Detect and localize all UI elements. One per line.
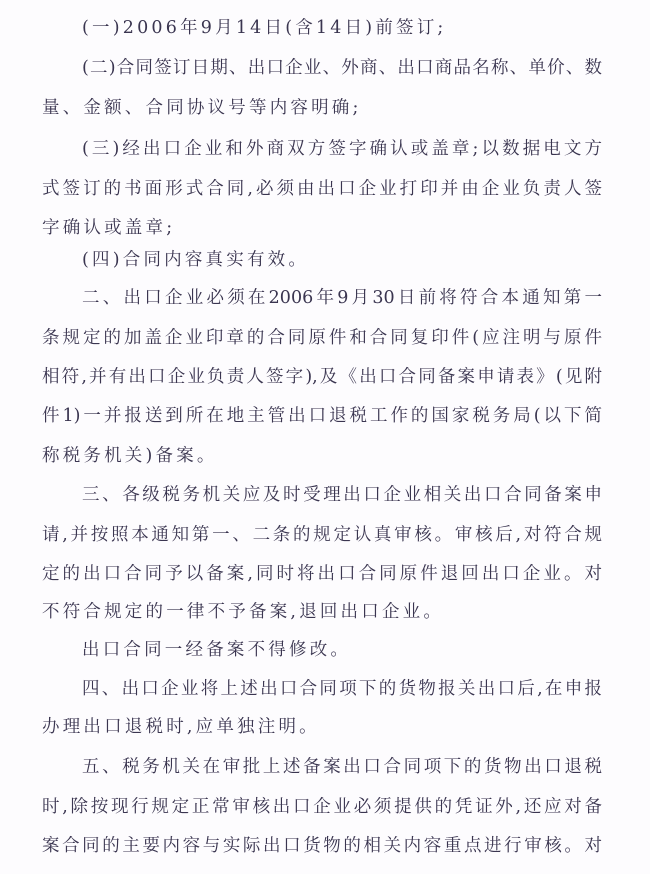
text-line: 办理出口退税时,应单独注明。 [42, 717, 320, 737]
text-line: 称税务机关)备案。 [42, 446, 218, 466]
text-line: 量、金额、合同协议号等内容明确; [42, 98, 362, 118]
text-line: (三)经出口企业和外商双方签字确认或盖章;以数据电文方 [82, 139, 602, 159]
text-line: 字确认或盖章; [42, 218, 176, 238]
text-line: 五、税务机关在审批上述备案出口合同项下的货物出口退税 [82, 757, 602, 777]
text-line: 不符合规定的一律不予备案,退回出口企业。 [42, 602, 445, 622]
text-line: 时,除按现行规定正常审核出口企业必须提供的凭证外,还应对备 [42, 797, 602, 817]
text-line: 相符,并有出口企业负责人签字),及《出口合同备案申请表》(见附 [42, 367, 602, 387]
text-line: 案合同的主要内容与实际出口货物的相关内容重点进行审核。对 [42, 836, 602, 856]
text-line: (二)合同签订日期、出口企业、外商、出口商品名称、单价、数 [82, 58, 602, 78]
text-line: 出口合同一经备案不得修改。 [82, 640, 352, 660]
text-line: 三、各级税务机关应及时受理出口企业相关出口合同备案申 [82, 485, 602, 505]
text-line: (一)2006年9月14日(含14日)前签订; [82, 18, 447, 38]
text-line: 四、出口企业将上述出口合同项下的货物报关出口后,在申报 [82, 679, 602, 699]
text-line: 条规定的加盖企业印章的合同原件和合同复印件(应注明与原件 [42, 328, 602, 348]
text-line: 二、出口企业必须在2006年9月30日前将符合本通知第一 [82, 288, 602, 308]
text-line: 件1)一并报送到所在地主管出口退税工作的国家税务局(以下简 [42, 406, 602, 426]
text-line: 定的出口合同予以备案,同时将出口合同原件退回出口企业。对 [42, 564, 602, 584]
text-line: 请,并按照本通知第一、二条的规定认真审核。审核后,对符合规 [42, 525, 602, 545]
text-line: 式签订的书面形式合同,必须由出口企业打印并由企业负责人签 [42, 179, 602, 199]
text-line: (四)合同内容真实有效。 [82, 250, 310, 270]
